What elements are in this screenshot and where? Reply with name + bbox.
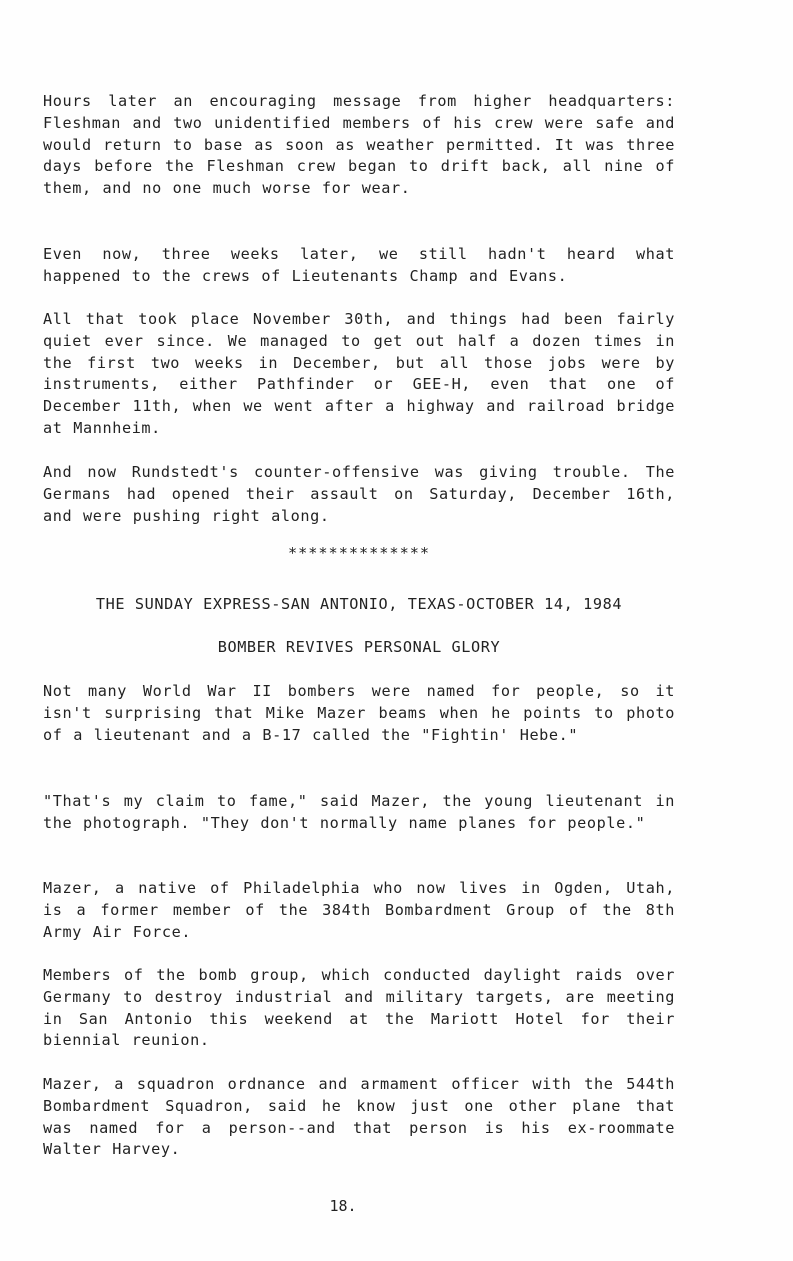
paragraph-rundstedt-offensive: And now Rundstedt's counter-offensive was giving trouble. The Germans had opened their assault on Saturday, December 16th, and were pushing right along.	[43, 463, 675, 525]
article-paragraph-other-plane: Mazer, a squadron ordnance and armament officer with the 544th Bombardment Squadron, said he know just one other plane that was named for a person--and that person is his ex-roommate Walter Harvey.	[43, 1075, 675, 1159]
article-paragraph-claim-to-fame: "That's my claim to fame," said Mazer, the young lieutenant in the photograph. "They don't normally name planes for people."	[43, 792, 675, 832]
section-separator: **************	[287, 544, 430, 562]
paragraph-fleshman-return: Hours later an encouraging message from higher headquarters: Fleshman and two unidentified members of his crew were safe and would return to base as soon as weather permitted. It was three days before the Fleshman crew began to drift back, all nine of them, and no one much worse for wear.	[43, 92, 675, 198]
article-paragraph-mazer-background: Mazer, a native of Philadelphia who now lives in Ogden, Utah, is a former member of the 384th Bombardment Group of the 8th Army Air Force.	[43, 879, 675, 941]
page-number: 18.	[329, 1197, 357, 1215]
paragraph-december-missions: All that took place November 30th, and things had been fairly quiet ever since. We managed to get out half a dozen times in the first two weeks in December, but all those jobs were by instruments, either Pathfinder or GEE-H, even that one of December 11th, when we went after a highway and railroad bridge at Mannheim.	[43, 310, 675, 437]
article-paragraph-reunion: Members of the bomb group, which conducted daylight raids over Germany to destroy industrial and military targets, are meeting in San Antonio this weekend at the Mariott Hotel for their biennial reunion.	[43, 966, 675, 1050]
article-headline: BOMBER REVIVES PERSONAL GLORY	[217, 638, 501, 656]
article-source-line: THE SUNDAY EXPRESS-SAN ANTONIO, TEXAS-OCTOBER 14, 1984	[95, 595, 623, 613]
article-paragraph-named-bombers: Not many World War II bombers were named for people, so it isn't surprising that Mike Mazer beams when he points to photo of a lieutenant and a B-17 called the "Fightin' Hebe."	[43, 682, 675, 744]
paragraph-crews-unknown: Even now, three weeks later, we still hadn't heard what happened to the crews of Lieutenants Champ and Evans.	[43, 245, 675, 285]
